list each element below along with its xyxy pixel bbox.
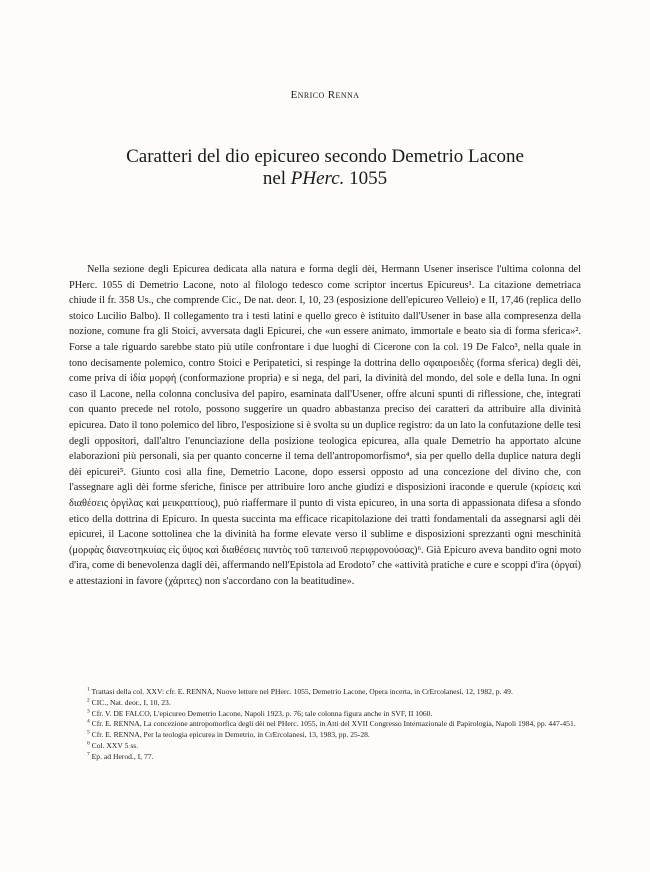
title-line-2 [50,168,600,190]
footnotes [69,687,581,763]
footnote-number: 6 [87,740,90,747]
footnote-text: Ep. ad Herod., I, 77. [91,751,154,761]
footnote-text: Cfr. V. DE FALCO, L'epicureo Demetrio Lacone, Napoli 1923, p. 76; tale colonna figura anche in SVF, II 1060. [91,708,433,718]
footnote-text: Cfr. E. RENNA, La concezione antropomorfica degli dèi nel PHerc. 1055, in Atti del XVII Congresso Internazionale di Papirologia, Napoli 1984, pp. 447-451. [91,719,576,729]
footnote-number: 7 [87,751,90,758]
footnote-number: 1 [87,686,90,693]
footnote-5 [69,730,581,741]
footnote-number: 2 [87,697,90,704]
footnote-2 [69,698,581,709]
title-line-2-prefix: nel [262,168,291,189]
footnote-number: 4 [87,718,90,725]
footnote-4 [69,719,581,730]
footnote-6 [69,741,581,752]
article-title [50,146,600,190]
footnote-number: 3 [87,708,90,715]
author-name: Enrico Renna [290,89,360,101]
title-line-1: Caratteri del dio epicureo secondo Demetrio Lacone [126,146,524,167]
footnote-text: Col. XXV 5 ss. [91,740,139,750]
footnote-1 [69,687,581,698]
footnote-3 [69,709,581,720]
footnote-text: Trattasi della col. XXV: cfr. E. RENNA, Nuove letture nel PHerc. 1055, Demetrio Lacone, Opera incerta, in CrErcolanesi, 12, 1982, p. 49. [91,687,513,696]
footnote-text: Cfr. E. RENNA, Per la teologia epicurea in Demetrio, in CrErcolanesi, 13, 1983, pp. 25-28. [91,730,370,740]
title-line-2-suffix: 1055 [344,168,388,189]
footnote-number: 5 [87,729,90,736]
footnote-7 [69,752,581,763]
title-line-2-italic: PHerc. [290,168,345,189]
footnote-text: CIC., Nat. deor., I, 10, 23. [91,697,171,707]
article-body [69,262,581,589]
body-paragraph: Nella sezione degli Epicurea dedicata alla natura e forma degli dèi, Hermann Usener inserisce l'ultima colonna del PHerc. 1055 di Demetrio Lacone, noto al filologo tedesco come scriptor incertus Epicureus¹. La citazione demetriaca chiude il fr. 358 Us., che comprende Cic., De nat. deor. I, 10, 23 (esposizione dell'epicureo Velleio) e II, 17,46 (replica dello stoico Lucilio Balbo). Il collegamento tra i testi latini e quello greco è istituito dall'Usener in base alla compresenza della nozione, comune fra gli Stoici, avversata dagli Epicurei, che «un essere animato, immortale e beato sia di forma sferica»². Forse a tale riguardo sarebbe stato più utile confrontare i due luoghi di Cicerone con la col. 19 De Falco³, nella quale in tono decisamente polemico, contro Stoici e Peripatetici, si respinge la dottrina dello σφαιροειδὲς (forma sferica) degli dèi, come priva di ἰδία μορφή (conformazione propria) e si nega, del pari, la divinità del mondo, del sole e della luna. In ogni caso il Lacone, nella colonna conclusiva del papiro, esaminata dall'Usener, offre alcuni spunti di riflessione, che, integrati con quanto precede nel rotolo, possono suggerire un quadro abbastanza preciso dei caratteri da attribuire alla divinità epicurea. Dato il tono polemico del libro, l'esposizione si è svolta su un duplice registro: da un lato la confutazione delle tesi degli oppositori, dall'altro l'enunciazione della posizione teologica epicurea, alla quale Demetrio ha apportato alcune elaborazioni più personali, sia per quanto concerne il tema dell'antropomorfismo⁴, sia per quello della duplice natura degli dèi epicurei⁵. Giunto così alla fine, Demetrio Lacone, dopo essersi opposto ad una concezione del divino che, con l'assegnare agli dèi forme sferiche, finisce per attribuire loro anche giudizi e disposizioni iraconde e querule (κρίσεις καὶ διαθέσεις ὀργίλας καὶ μεικραιτίους), può riaffermare il punto di vista epicureo, in una sorta di appassionata difesa a sfondo etico della dottrina di Epicuro. In questa succinta ma efficace ricapitolazione dei tratti fondamentali da assegnarsi agli dèi epicurei, il Lacone sottolinea che la divinità ha forme elevate verso il sublime e disposizioni sprezzanti ogni meschinità (μορφὰς διανεστηκυίας εἰς ὕψος καὶ διαθέσεις παντὸς τοῦ ταπεινοῦ περιφρονούσας)⁶. Già Epicuro aveva bandito ogni moto d'ira, come di benevolenza dagli dèi, affermando nell'Epistola ad Erodoto⁷ che «attività pratiche e cure e scoppi d'ira (ὀργαί) e attestazioni in favore (χάριτες) non s'accordano con la beatitudine». [69,264,581,587]
